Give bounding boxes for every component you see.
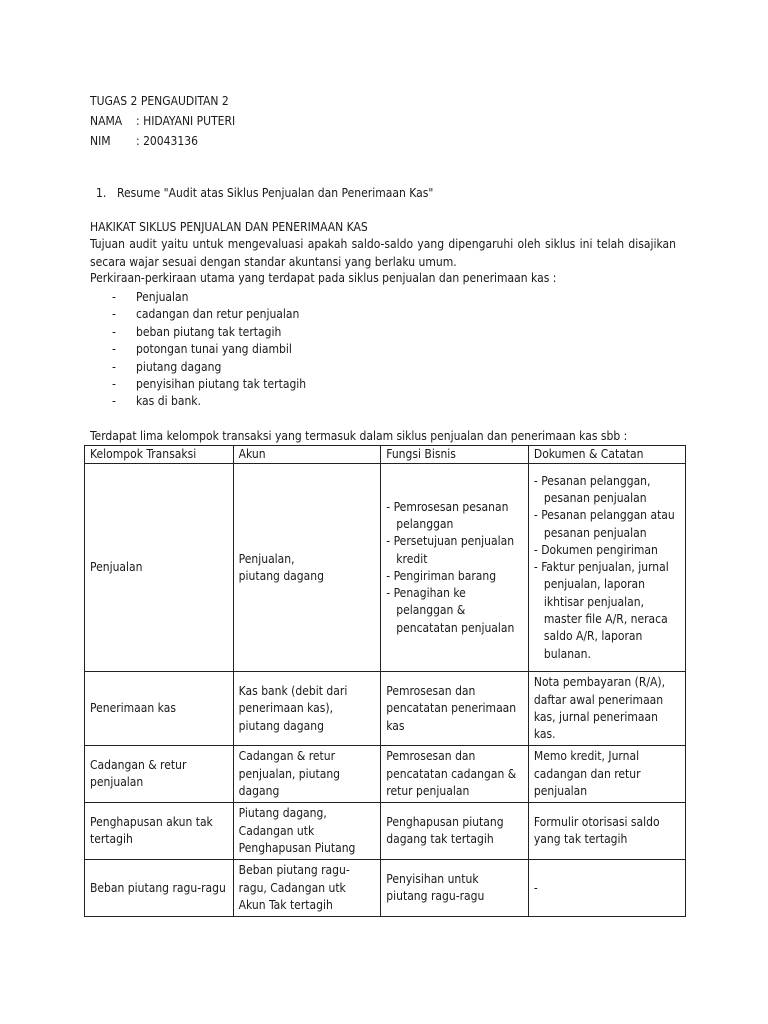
table-row (85, 803, 686, 860)
table-row (85, 860, 686, 917)
cell-dokumen: - (528, 860, 685, 917)
list-item (112, 289, 306, 306)
list-item-text: Penjualan (136, 290, 189, 304)
name-value: : HIDAYANI PUTERI (136, 114, 236, 128)
column-header: Kelompok Transaksi (85, 446, 234, 464)
list-item: - Dokumen pengiriman (533, 542, 658, 557)
transaction-table (84, 445, 686, 917)
cell-kelompok: Cadangan & retur penjualan (85, 746, 234, 803)
name-line (90, 114, 235, 128)
cell-fungsi: Penyisihan untuk piutang ragu-ragu (381, 860, 529, 917)
cell-kelompok: Penjualan (85, 464, 234, 672)
bullet-dash: - (112, 359, 116, 374)
list-item (112, 341, 306, 358)
cell-akun: Penjualan, piutang dagang (233, 464, 381, 672)
list-item: - Pengiriman barang (386, 568, 497, 583)
list-item-text: kas di bank. (136, 394, 201, 409)
list-item-text: potongan tunai yang diambil (136, 342, 292, 357)
cell-kelompok: Penghapusan akun tak tertagih (85, 803, 234, 860)
table-row (85, 672, 686, 746)
cell-akun: Beban piutang ragu-ragu, Cadangan utk Akun Tak tertagih (233, 860, 381, 917)
list-item (112, 324, 306, 341)
cell-fungsi (381, 464, 529, 672)
nim-line (90, 134, 198, 148)
list-item: - Pesanan pelanggan atau pesanan penjualan (533, 508, 675, 540)
cell-fungsi: Penghapusan piutang dagang tak tertagih (381, 803, 529, 860)
bullet-dash: - (112, 394, 116, 409)
cell-dokumen: Nota pembayaran (R/A), daftar awal penerimaan kas, jurnal penerimaan kas. (528, 672, 685, 746)
list-item: - Faktur penjualan, jurnal penjualan, laporan ikhtisar penjualan, master file A/R, neraca saldo A/R, laporan bulanan. (533, 560, 669, 661)
bullet-dash: - (112, 342, 116, 357)
table-header-row (85, 446, 686, 464)
list-item: - Pesanan pelanggan, pesanan penjualan (533, 473, 651, 505)
bullet-dash: - (112, 307, 116, 322)
dokumen-list (534, 473, 680, 663)
table-row (85, 464, 686, 672)
cell-akun: Cadangan & retur penjualan, piutang dagang (233, 746, 381, 803)
cell-fungsi: Pemrosesan dan pencatatan cadangan & retur penjualan (381, 746, 529, 803)
column-header: Fungsi Bisnis (381, 446, 529, 464)
nim-label: NIM (90, 134, 111, 148)
column-header: Akun (233, 446, 381, 464)
table-row (85, 746, 686, 803)
resume-number: 1. (96, 186, 107, 200)
bullet-dash: - (112, 290, 116, 304)
assignment-title: TUGAS 2 PENGAUDITAN 2 (90, 94, 229, 108)
resume-title: Resume "Audit atas Siklus Penjualan dan Penerimaan Kas" (117, 186, 434, 200)
cell-dokumen: Formulir otorisasi saldo yang tak tertagih (528, 803, 685, 860)
accounts-list (112, 289, 306, 411)
cell-kelompok: Beban piutang ragu-ragu (85, 860, 234, 917)
cell-akun: Kas bank (debit dari penerimaan kas), piutang dagang (233, 672, 381, 746)
table-intro: Terdapat lima kelompok transaksi yang termasuk dalam siklus penjualan dan penerimaan kas sbb : (90, 429, 628, 443)
list-item: - Penagihan ke pelanggan & pencatatan penjualan (386, 586, 515, 635)
list-item: - Pemrosesan pesanan pelanggan (386, 499, 509, 531)
paragraph-objective: Tujuan audit yaitu untuk mengevaluasi apakah saldo-saldo yang dipengaruhi oleh siklus ini telah disajikan secara wajar sesuai dengan standar akuntansi yang berlaku umum. (90, 237, 676, 269)
list-item-text: piutang dagang (136, 359, 222, 374)
name-label: NAMA (90, 114, 123, 128)
cell-fungsi: Pemrosesan dan pencatatan penerimaan kas (381, 672, 529, 746)
column-header: Dokumen & Catatan (528, 446, 685, 464)
section-heading: HAKIKAT SIKLUS PENJUALAN DAN PENERIMAAN KAS (90, 220, 368, 234)
bullet-dash: - (112, 324, 116, 339)
list-item-text: penyisihan piutang tak tertagih (136, 376, 307, 391)
list-item-text: cadangan dan retur penjualan (136, 307, 300, 322)
nim-value: : 20043136 (136, 134, 199, 148)
paragraph-accounts: Perkiraan-perkiraan utama yang terdapat pada siklus penjualan dan penerimaan kas : (90, 271, 557, 285)
cell-dokumen (528, 464, 685, 672)
list-item (112, 306, 306, 323)
list-item (112, 376, 306, 393)
list-item (112, 393, 306, 410)
list-item (112, 359, 306, 376)
fungsi-list (386, 499, 523, 637)
list-item: - Persetujuan penjualan kredit (386, 534, 515, 566)
cell-kelompok: Penerimaan kas (85, 672, 234, 746)
cell-dokumen: Memo kredit, Jurnal cadangan dan retur penjualan (528, 746, 685, 803)
bullet-dash: - (112, 376, 116, 391)
list-item-text: beban piutang tak tertagih (136, 324, 282, 339)
cell-akun: Piutang dagang, Cadangan utk Penghapusan Piutang (233, 803, 381, 860)
